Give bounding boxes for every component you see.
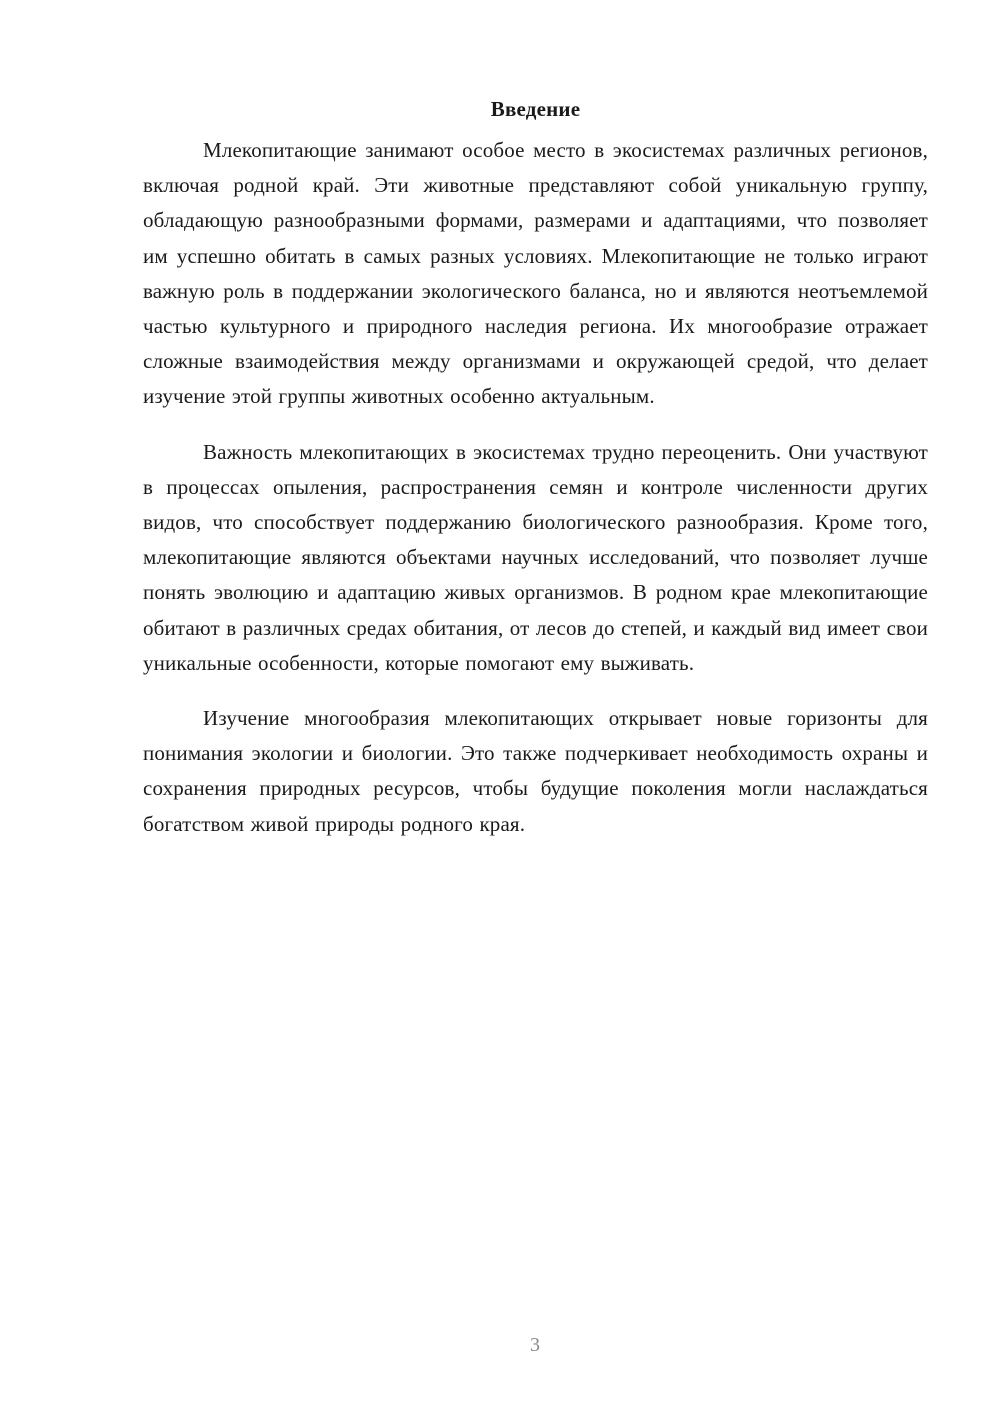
paragraph-3: Изучение многообразия млекопитающих открывает новые горизонты для понимания экологии и биологии. Это также подчеркивает необходимость охраны и сохранения природных ресурсов, чтобы будущие поколения могли наслаждаться богатством живой природы родного края. xyxy=(143,706,928,836)
paragraph-1: Млекопитающие занимают особое место в экосистемах различных регионов, включая родной край. Эти животные представляют собой уникальную группу, обладающую разнообразными формами, размерами и адаптациями, что позволяет им успешно обитать в самых разных условиях. Млекопитающие не только играют важную роль в поддержании экологического баланса, но и являются неотъемлемой частью культурного и природного наследия региона. Их многообразие отражает сложные взаимодействия между организмами и окружающей средой, что делает изучение этой группы животных особенно актуальным. xyxy=(143,138,928,409)
paragraph-2: Важность млекопитающих в экосистемах трудно переоценить. Они участвуют в процессах опыления, распространения семян и контроле численности других видов, что способствует поддержанию биологического разнообразия. Кроме того, млекопитающие являются объектами научных исследований, что позволяет лучше понять эволюцию и адаптацию живых организмов. В родном крае млекопитающие обитают в различных средах обитания, от лесов до степей, и каждый вид имеет свои уникальные особенности, которые помогают ему выживать. xyxy=(143,439,928,675)
page-number: 3 xyxy=(530,1334,540,1356)
document-body xyxy=(143,92,928,862)
section-title: Введение xyxy=(490,97,581,121)
